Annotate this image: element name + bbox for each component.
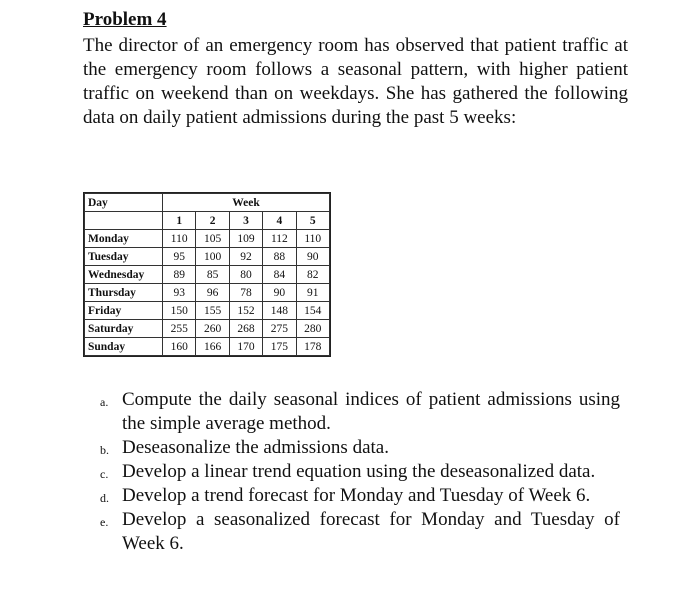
question-letter: b. [100, 443, 109, 457]
table-cell: 175 [263, 338, 296, 356]
day-label: Friday [85, 302, 163, 320]
table-row [85, 284, 330, 302]
table-cell: 150 [163, 302, 196, 320]
problem-intro: The director of an emergency room has observed that patient traffic at the emergency room follows a seasonal pattern, with higher patient traffic on weekend than on weekdays. She has gathered the following data on daily patient admissions during the past 5 weeks: [83, 35, 628, 128]
table-row [85, 338, 330, 356]
table-cell: 82 [296, 266, 329, 284]
table-cell: 110 [296, 230, 329, 248]
week-number: 4 [263, 212, 296, 230]
table-cell: 160 [163, 338, 196, 356]
day-label: Tuesday [85, 248, 163, 266]
question-list [100, 388, 620, 556]
table-row [85, 266, 330, 284]
table-cell: 78 [229, 284, 262, 302]
question-item [100, 508, 620, 556]
table-cell: 152 [229, 302, 262, 320]
admissions-table [83, 192, 331, 357]
table-cell: 166 [196, 338, 229, 356]
question-text: Deseasonalize the admissions data. [122, 437, 389, 458]
table-cell: 96 [196, 284, 229, 302]
table-header-row [85, 194, 330, 212]
table-cell: 255 [163, 320, 196, 338]
table-cell: 154 [296, 302, 329, 320]
table-cell: 95 [163, 248, 196, 266]
week-number: 5 [296, 212, 329, 230]
question-text: Develop a trend forecast for Monday and Tuesday of Week 6. [122, 485, 591, 506]
table-cell: 100 [196, 248, 229, 266]
week-header: Week [163, 194, 330, 212]
day-header: Day [85, 194, 163, 212]
day-label: Wednesday [85, 266, 163, 284]
table-cell: 148 [263, 302, 296, 320]
day-label: Thursday [85, 284, 163, 302]
question-text: Compute the daily seasonal indices of patient admissions using the simple average method. [122, 389, 620, 434]
table-cell: 85 [196, 266, 229, 284]
question-letter: e. [100, 515, 109, 529]
day-label: Saturday [85, 320, 163, 338]
table-cell: 109 [229, 230, 262, 248]
question-item [100, 436, 620, 460]
question-item [100, 484, 620, 508]
question-text: Develop a linear trend equation using the deseasonalized data. [122, 461, 596, 482]
day-label: Sunday [85, 338, 163, 356]
table-cell: 84 [263, 266, 296, 284]
table-cell: 105 [196, 230, 229, 248]
problem-title: Problem 4 [83, 9, 167, 30]
question-text: Develop a seasonalized forecast for Monday and Tuesday of Week 6. [122, 509, 620, 554]
week-number: 2 [196, 212, 229, 230]
table-cell: 90 [296, 248, 329, 266]
table-cell: 90 [263, 284, 296, 302]
week-number-row [85, 212, 330, 230]
table-cell: 93 [163, 284, 196, 302]
table-cell: 178 [296, 338, 329, 356]
question-item [100, 388, 620, 436]
question-letter: c. [100, 467, 109, 481]
question-letter: a. [100, 395, 109, 409]
table-cell: 280 [296, 320, 329, 338]
table-cell: 110 [163, 230, 196, 248]
table-row [85, 320, 330, 338]
table-cell: 112 [263, 230, 296, 248]
week-number: 3 [229, 212, 262, 230]
question-item [100, 460, 620, 484]
table-cell: 275 [263, 320, 296, 338]
table-cell: 88 [263, 248, 296, 266]
table-row [85, 230, 330, 248]
day-label: Monday [85, 230, 163, 248]
table-cell: 92 [229, 248, 262, 266]
table-cell: 268 [229, 320, 262, 338]
table-cell: 89 [163, 266, 196, 284]
table-cell: 155 [196, 302, 229, 320]
table-cell: 91 [296, 284, 329, 302]
table-cell: 80 [229, 266, 262, 284]
table-row [85, 302, 330, 320]
table-cell: 170 [229, 338, 262, 356]
table-row [85, 248, 330, 266]
empty-cell [85, 212, 163, 230]
table-cell: 260 [196, 320, 229, 338]
week-number: 1 [163, 212, 196, 230]
question-letter: d. [100, 491, 109, 505]
